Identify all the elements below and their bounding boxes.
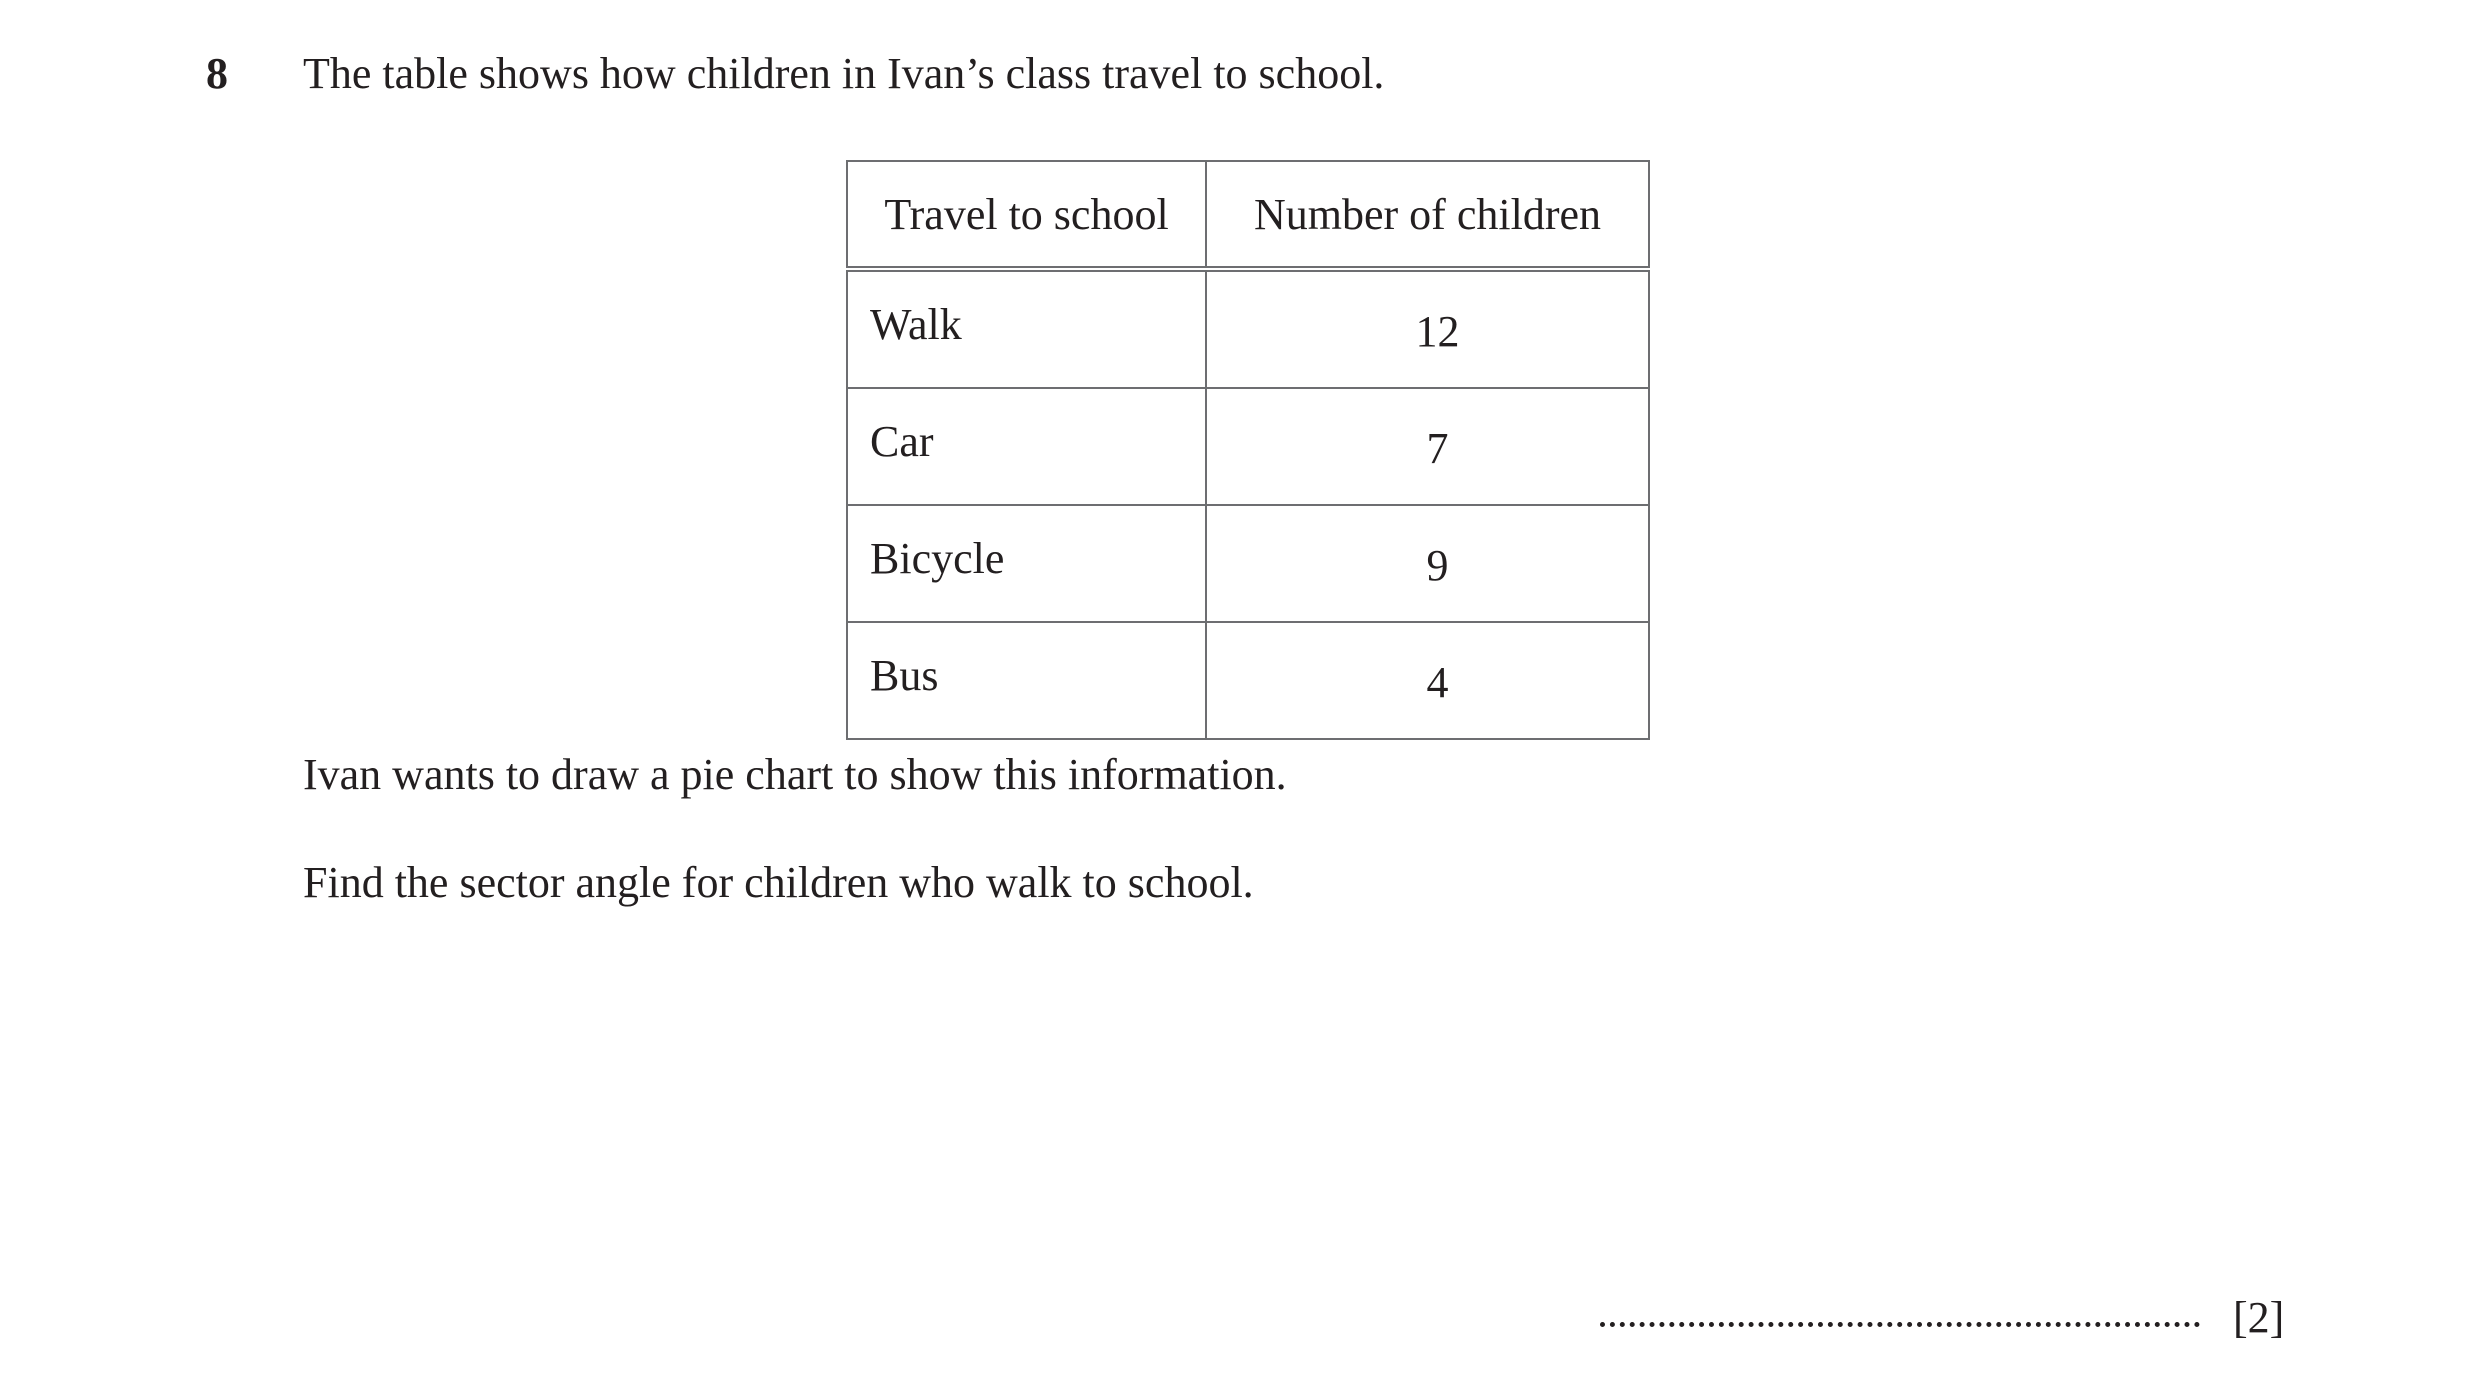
table-row (847, 622, 1649, 739)
header-travel-to-school: Travel to school (847, 161, 1206, 269)
table-row (847, 388, 1649, 505)
question-pie-chart-text: Ivan wants to draw a pie chart to show this information. (303, 750, 1287, 799)
travel-mode-cell: Bus (847, 622, 1206, 739)
answer-line[interactable] (1600, 1292, 2200, 1327)
travel-table (846, 160, 1650, 740)
children-count-cell: 12 (1206, 269, 1649, 388)
travel-mode-cell: Car (847, 388, 1206, 505)
question-number: 8 (206, 49, 228, 98)
marks-label: [2] (2233, 1293, 2285, 1342)
table-row (847, 505, 1649, 622)
children-count-cell: 7 (1206, 388, 1649, 505)
question-instruction: Find the sector angle for children who walk to school. (303, 858, 1254, 907)
children-count-cell: 9 (1206, 505, 1649, 622)
question-intro: The table shows how children in Ivan’s class travel to school. (303, 49, 1385, 98)
children-count-cell: 4 (1206, 622, 1649, 739)
header-number-of-children: Number of children (1206, 161, 1649, 269)
travel-mode-cell: Bicycle (847, 505, 1206, 622)
table-row (847, 269, 1649, 388)
table-header-row (847, 161, 1649, 269)
travel-mode-cell: Walk (847, 269, 1206, 388)
